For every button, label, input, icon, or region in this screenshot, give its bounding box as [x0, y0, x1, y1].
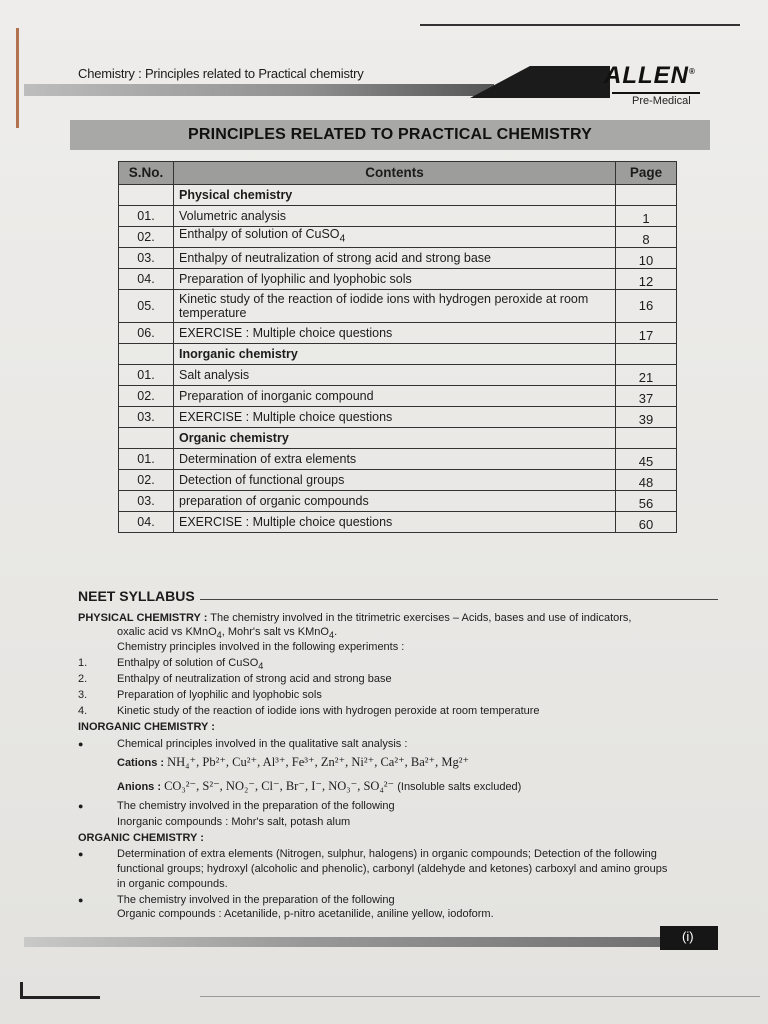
header-wedge [470, 66, 530, 98]
table-row [119, 365, 677, 386]
cations-list: NH₄⁺, Pb²⁺, Cu²⁺, Al³⁺, Fe³⁺, Zn²⁺, Ni²⁺, Ca²⁺, Ba²⁺, Mg²⁺ [167, 755, 470, 769]
row-number: 05. [119, 290, 174, 323]
section-banner [70, 120, 710, 150]
list-item [78, 672, 392, 686]
bullet-item [78, 799, 395, 813]
row-content-subscript: 4 [339, 233, 346, 245]
section-title: Organic chemistry [174, 428, 616, 449]
row-page: 48 [616, 470, 677, 491]
table-row [119, 512, 677, 533]
row-page: 8 [616, 227, 677, 248]
physical-intro2-b: , Mohr's salt vs KMnO [221, 626, 329, 638]
row-number: 02. [119, 227, 174, 248]
table-row [119, 227, 677, 248]
bullet-text-continued: Inorganic compounds : Mohr's salt, potash alum [117, 816, 351, 828]
table-row [119, 248, 677, 269]
section-row [119, 344, 677, 365]
brand-logo [604, 62, 696, 90]
bullet-text: The chemistry involved in the preparation of the following [117, 894, 395, 906]
row-page: 16 [616, 290, 677, 323]
running-header-title: Chemistry : Principles related to Practical chemistry [78, 66, 364, 81]
row-number: 01. [119, 206, 174, 227]
row-content: Determination of extra elements [174, 449, 616, 470]
row-page: 60 [616, 512, 677, 533]
list-number: 1. [78, 657, 88, 669]
table-row [119, 491, 677, 512]
binding-edge [16, 28, 19, 128]
row-content: Detection of functional groups [174, 470, 616, 491]
bullet-icon: ● [78, 895, 84, 905]
row-number: 01. [119, 449, 174, 470]
footer-band [24, 937, 714, 947]
row-content: EXERCISE : Multiple choice questions [174, 407, 616, 428]
row-number: 03. [119, 491, 174, 512]
bullet-text-continued: Organic compounds : Acetanilide, p-nitro acetanilide, aniline yellow, iodoform. [117, 908, 494, 920]
physical-intro2-c: . [334, 626, 338, 638]
top-rule [420, 24, 740, 26]
anions-line [117, 779, 521, 794]
physical-label: PHYSICAL CHEMISTRY : [78, 612, 208, 624]
row-content: Kinetic study of the reaction of iodide ions with hydrogen peroxide at room temperature [174, 290, 616, 323]
table-row [119, 323, 677, 344]
syllabus-rule [200, 599, 718, 600]
section-title: Inorganic chemistry [174, 344, 616, 365]
row-content: EXERCISE : Multiple choice questions [174, 512, 616, 533]
list-number: 4. [78, 705, 88, 717]
brand-underline [612, 92, 700, 94]
table-row [119, 470, 677, 491]
bullet-text: The chemistry involved in the preparation of the following [117, 800, 395, 812]
table-row [119, 290, 677, 323]
list-text: Preparation of lyophilic and lyophobic sols [117, 689, 322, 701]
subscript-4: 4 [328, 630, 335, 641]
row-content: preparation of organic compounds [174, 491, 616, 512]
syllabus-title: NEET SYLLABUS [78, 588, 195, 604]
bullet-text: Determination of extra elements (Nitrogen, sulphur, halogens) in organic compounds; Detection of the following [117, 848, 657, 860]
anions-note: (Insoluble salts excluded) [397, 781, 522, 793]
anions-label: Anions : [117, 781, 161, 793]
row-content-text: Enthalpy of solution of CuSO [179, 227, 340, 242]
row-content: Preparation of inorganic compound [174, 386, 616, 407]
bullet-item [78, 847, 657, 861]
bullet-text-continued: in organic compounds. [117, 878, 228, 890]
list-number: 2. [78, 673, 88, 685]
list-subscript: 4 [258, 661, 264, 672]
row-content [174, 227, 616, 248]
bullet-item [78, 737, 407, 751]
section-row [119, 428, 677, 449]
list-number: 3. [78, 689, 88, 701]
table-row [119, 206, 677, 227]
table-row [119, 449, 677, 470]
section-row [119, 185, 677, 206]
row-page: 37 [616, 386, 677, 407]
registered-mark: ® [689, 67, 696, 76]
header-band [24, 84, 494, 96]
row-page: 56 [616, 491, 677, 512]
physical-intro: The chemistry involved in the titrimetric exercises – Acids, bases and use of indicators, [210, 612, 632, 624]
header-page: Page [616, 162, 677, 185]
page-title: PRINCIPLES RELATED TO PRACTICAL CHEMISTRY [187, 126, 593, 143]
page-number: (i) [682, 929, 694, 944]
row-number: 04. [119, 512, 174, 533]
list-item [78, 656, 263, 673]
cations-label: Cations : [117, 757, 165, 769]
row-number: 02. [119, 470, 174, 491]
row-content: Salt analysis [174, 365, 616, 386]
bullet-text: Chemical principles involved in the qualitative salt analysis : [117, 738, 408, 750]
list-item [78, 704, 540, 718]
table-header-row [119, 162, 677, 185]
row-content: Enthalpy of neutralization of strong acid and strong base [174, 248, 616, 269]
bullet-text-continued: functional groups; hydroxyl (alcoholic and phenolic), carbonyl (aldehyde and ketones) carboxyl and amino groups [117, 863, 668, 875]
row-content: Preparation of lyophilic and lyophobic sols [174, 269, 616, 290]
cations-line [117, 755, 469, 770]
row-page: 39 [616, 407, 677, 428]
list-text: Enthalpy of neutralization of strong acid and strong base [117, 673, 392, 685]
row-number: 03. [119, 248, 174, 269]
list-item [78, 688, 322, 702]
bottom-rule [200, 996, 760, 997]
subscript-4: 4 [216, 630, 222, 641]
physical-intro-line [78, 611, 631, 625]
row-page: 17 [616, 323, 677, 344]
inorganic-label: INORGANIC CHEMISTRY : [78, 721, 215, 733]
bullet-icon: ● [78, 739, 84, 749]
contents-table [118, 161, 677, 533]
header-sno: S.No. [119, 162, 174, 185]
row-content: EXERCISE : Multiple choice questions [174, 323, 616, 344]
physical-intro2-a: oxalic acid vs KMnO [117, 626, 217, 638]
brand-subtitle: Pre-Medical [632, 95, 691, 107]
row-page: 45 [616, 449, 677, 470]
header-bar [530, 66, 610, 98]
row-number: 02. [119, 386, 174, 407]
header-contents: Contents [174, 162, 616, 185]
section-title: Physical chemistry [174, 185, 616, 206]
row-number: 01. [119, 365, 174, 386]
table-row [119, 269, 677, 290]
row-number: 04. [119, 269, 174, 290]
bullet-icon: ● [78, 849, 84, 859]
list-text: Enthalpy of solution of CuSO [117, 657, 259, 669]
organic-label: ORGANIC CHEMISTRY : [78, 832, 204, 844]
table-row [119, 386, 677, 407]
row-content: Volumetric analysis [174, 206, 616, 227]
row-number: 03. [119, 407, 174, 428]
row-page: 21 [616, 365, 677, 386]
bullet-item [78, 893, 395, 907]
table-row [119, 407, 677, 428]
brand-name: ALLEN [604, 62, 689, 89]
row-page: 1 [616, 206, 677, 227]
bullet-icon: ● [78, 801, 84, 811]
anions-list: CO₃²⁻, S²⁻, NO₂⁻, Cl⁻, Br⁻, I⁻, NO₃⁻, SO₄²⁻ [164, 779, 395, 793]
row-page: 12 [616, 269, 677, 290]
physical-intro-line-3: Chemistry principles involved in the following experiments : [117, 641, 405, 653]
list-text: Kinetic study of the reaction of iodide ions with hydrogen peroxide at room temperature [117, 705, 540, 717]
row-number: 06. [119, 323, 174, 344]
row-page: 10 [616, 248, 677, 269]
corner-mark [20, 996, 100, 999]
